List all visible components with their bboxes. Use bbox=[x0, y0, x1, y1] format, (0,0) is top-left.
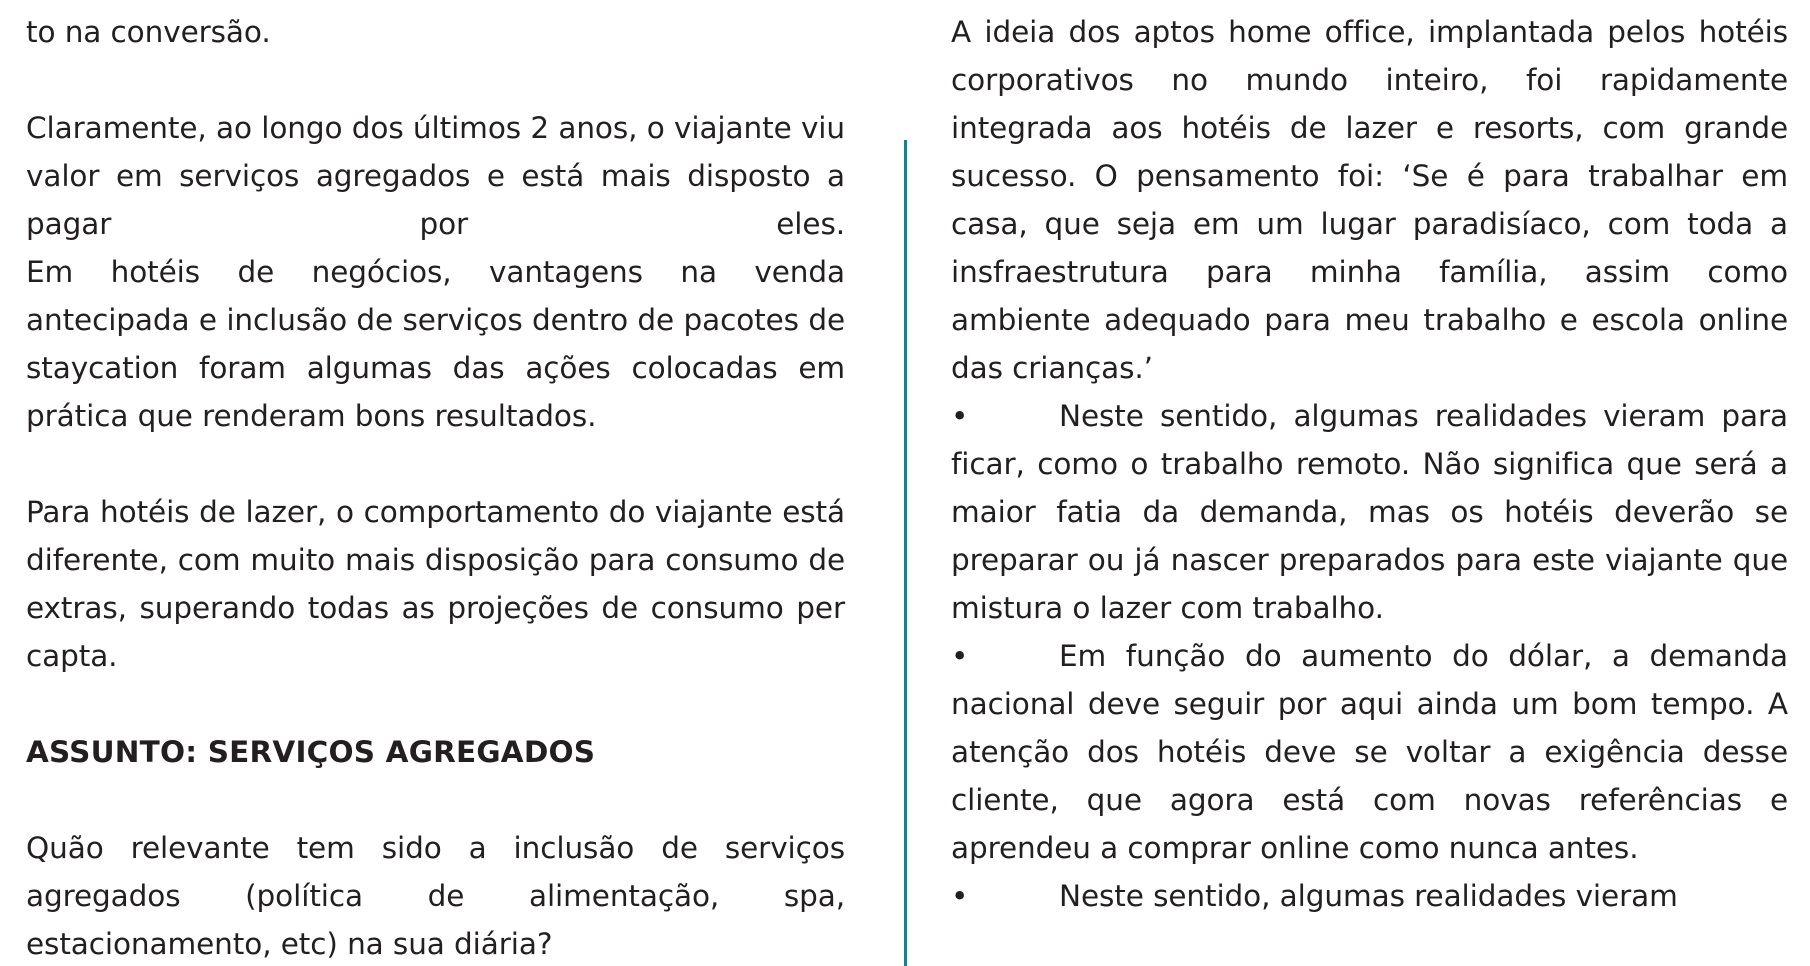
list-item bbox=[951, 872, 1788, 920]
paragraph-spacer bbox=[26, 440, 845, 488]
list-item-text: Em função do aumento do dólar, a demanda nacional deve seguir por aqui ainda um bom tempo. A atenção dos hotéis deve se voltar a exigência desse cliente, que agora está com novas referências e aprendeu a comprar online como nunca antes. bbox=[951, 639, 1788, 865]
paragraph: A ideia dos aptos home office, implantada pelos hotéis corporativos no mundo inteiro, foi rapidamente integrada aos hotéis de lazer e resorts, com grande sucesso. O pensamento foi: ‘Se é para trabalhar em casa, que seja em um lugar paradisíaco, com toda a insfraestrutura para minha família, assim como ambiente adequado para meu trabalho e escola online das crianças.’ bbox=[951, 15, 1788, 385]
paragraph: to na conversão. bbox=[26, 15, 271, 49]
paragraph-spacer bbox=[26, 56, 845, 104]
paragraph: Claramente, ao longo dos últimos 2 anos, o viajante viu valor em serviços agregados e está mais disposto a pagar por eles. bbox=[26, 111, 845, 241]
paragraph: Para hotéis de lazer, o comportamento do viajante está diferente, com muito mais disposição para consumo de extras, superando todas as projeções de consumo per capta. bbox=[26, 495, 845, 673]
paragraph: Quão relevante tem sido a inclusão de serviços agregados (política de alimentação, spa, estacionamento, etc) na sua diária? bbox=[26, 831, 845, 961]
list-item bbox=[951, 632, 1788, 872]
paragraph-spacer bbox=[26, 776, 845, 824]
right-column bbox=[905, 0, 1810, 966]
column-divider bbox=[904, 140, 907, 966]
list-item bbox=[951, 392, 1788, 632]
paragraph-spacer bbox=[26, 680, 845, 728]
bullet-icon: • bbox=[951, 399, 969, 433]
section-heading: ASSUNTO: SERVIÇOS AGREGADOS bbox=[26, 735, 596, 769]
paragraph: Em hotéis de negócios, vantagens na venda antecipada e inclusão de serviços dentro de pacotes de staycation foram algumas das ações colocadas em prática que renderam bons resultados. bbox=[26, 255, 845, 433]
bullet-icon: • bbox=[951, 639, 969, 673]
bullet-icon: • bbox=[951, 879, 969, 913]
list-item-text: Neste sentido, algumas realidades vieram para ficar, como o trabalho remoto. Não significa que será a maior fatia da demanda, mas os hotéis deverão se preparar ou já nascer preparados para este viajante que mistura o lazer com trabalho. bbox=[951, 399, 1788, 625]
list-item-text: Neste sentido, algumas realidades vieram bbox=[1059, 879, 1678, 913]
